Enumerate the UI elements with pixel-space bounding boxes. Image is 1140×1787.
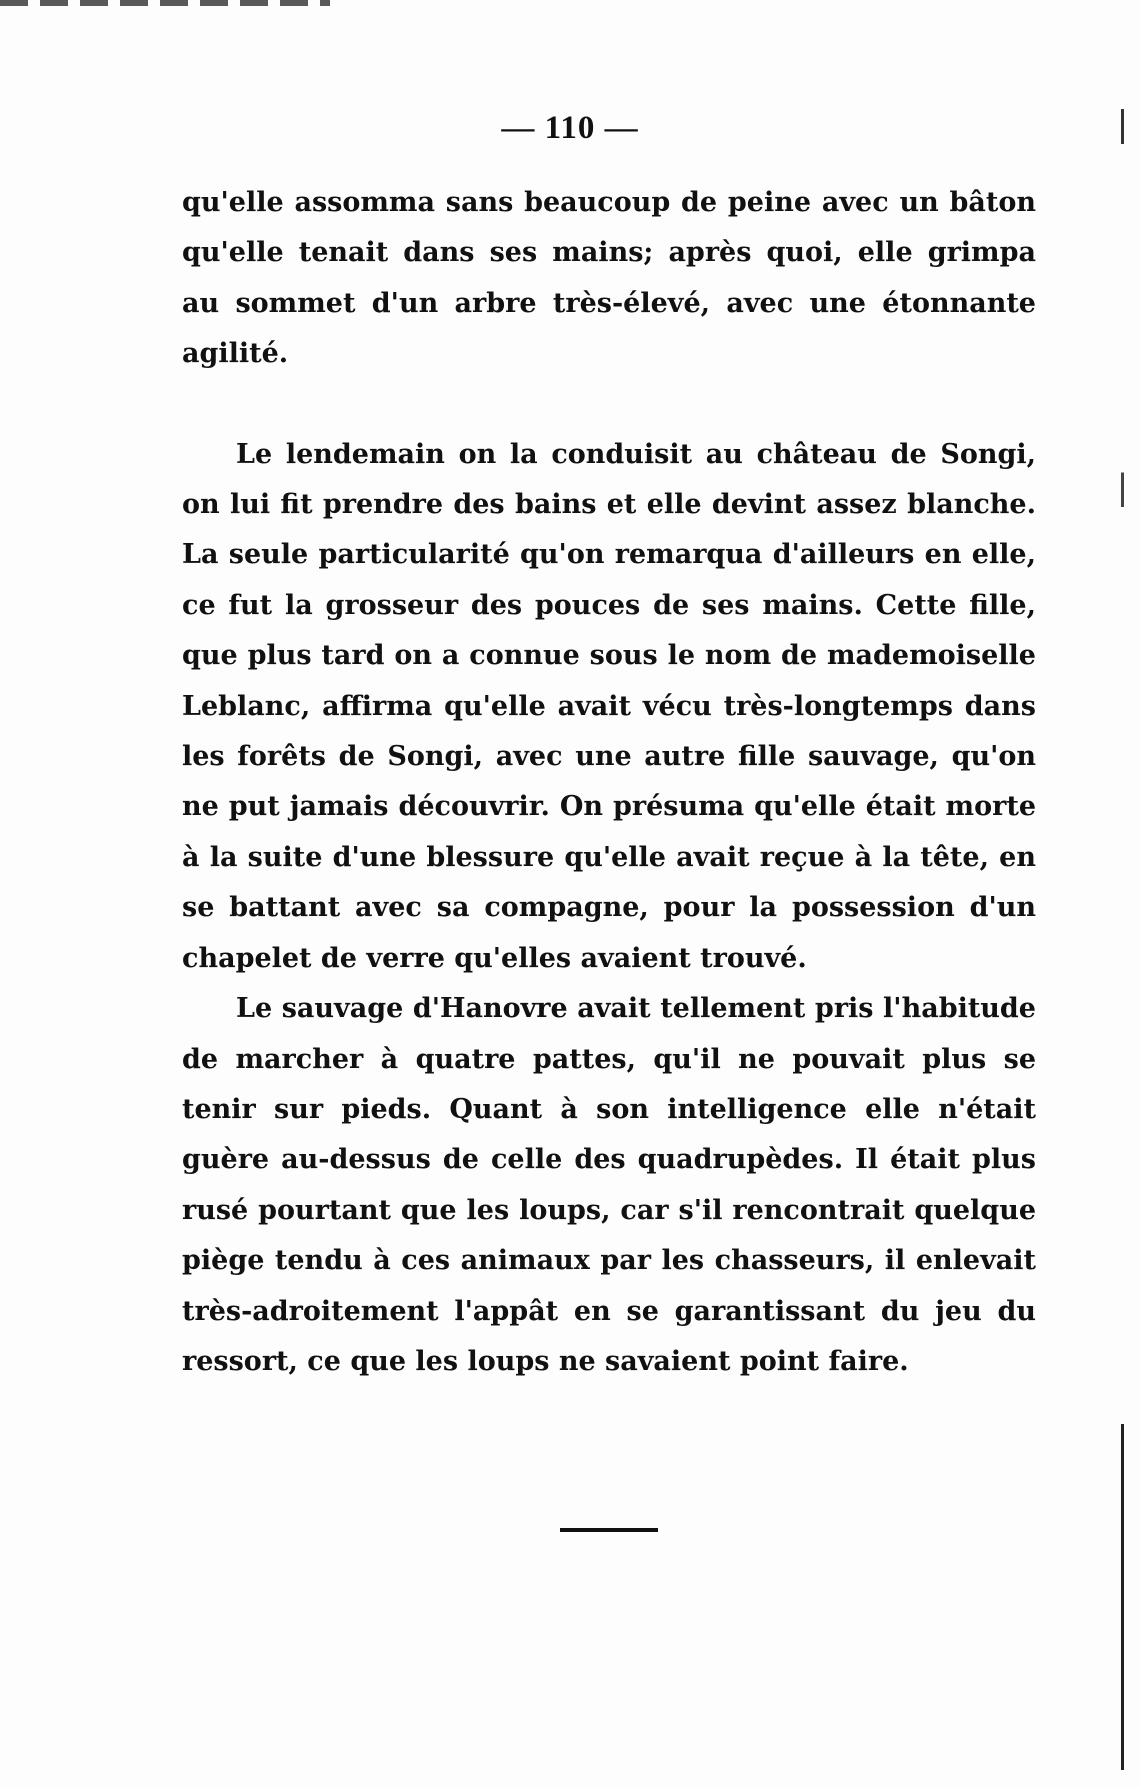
scan-edge-right [1121, 40, 1124, 1770]
paragraph-2: Le lendemain on la conduisit au château de Songi, on lui fit prendre des bains et elle devint assez blanche. La seule particularité qu'on remarqua d'ailleurs en elle, ce fut la grosseur des pouces de ses mains. Cette fille, que plus tard on a connue sous le nom de mademoiselle Leblanc, affirma qu'elle avait vécu très-longtemps dans les forêts de Songi, avec une autre fille sauvage, qu'on ne put jamais découvrir. On présuma qu'elle était morte à la suite d'une blessure qu'elle avait reçue à la tête, en se battant avec sa compagne, pour la possession d'un chapelet de verre qu'elles avaient trouvé. [182, 438, 1036, 974]
end-rule [560, 1528, 658, 1532]
body-text [182, 178, 1036, 1387]
page-number: — 110 — [501, 110, 639, 146]
paragraph-1: qu'elle assomma sans beaucoup de peine avec un bâton qu'elle tenait dans ses mains; après quoi, elle grimpa au sommet d'un arbre très-élevé, avec une étonnante agilité. [182, 187, 1036, 370]
paragraph-3: Le sauvage d'Hanovre avait tellement pris l'habitude de marcher à quatre pattes, qu'il ne pouvait plus se tenir sur pieds. Quant à son intelligence elle n'était guère au-dessus de celle des quadrupèdes. Il était plus rusé pourtant que les loups, car s'il rencontrait quelque piège tendu à ces animaux par les chasseurs, il enlevait très-adroitement l'appât en se garantissant du jeu du ressort, ce que les loups ne savaient point faire. [182, 993, 1036, 1377]
scan-edge-top [0, 0, 330, 6]
